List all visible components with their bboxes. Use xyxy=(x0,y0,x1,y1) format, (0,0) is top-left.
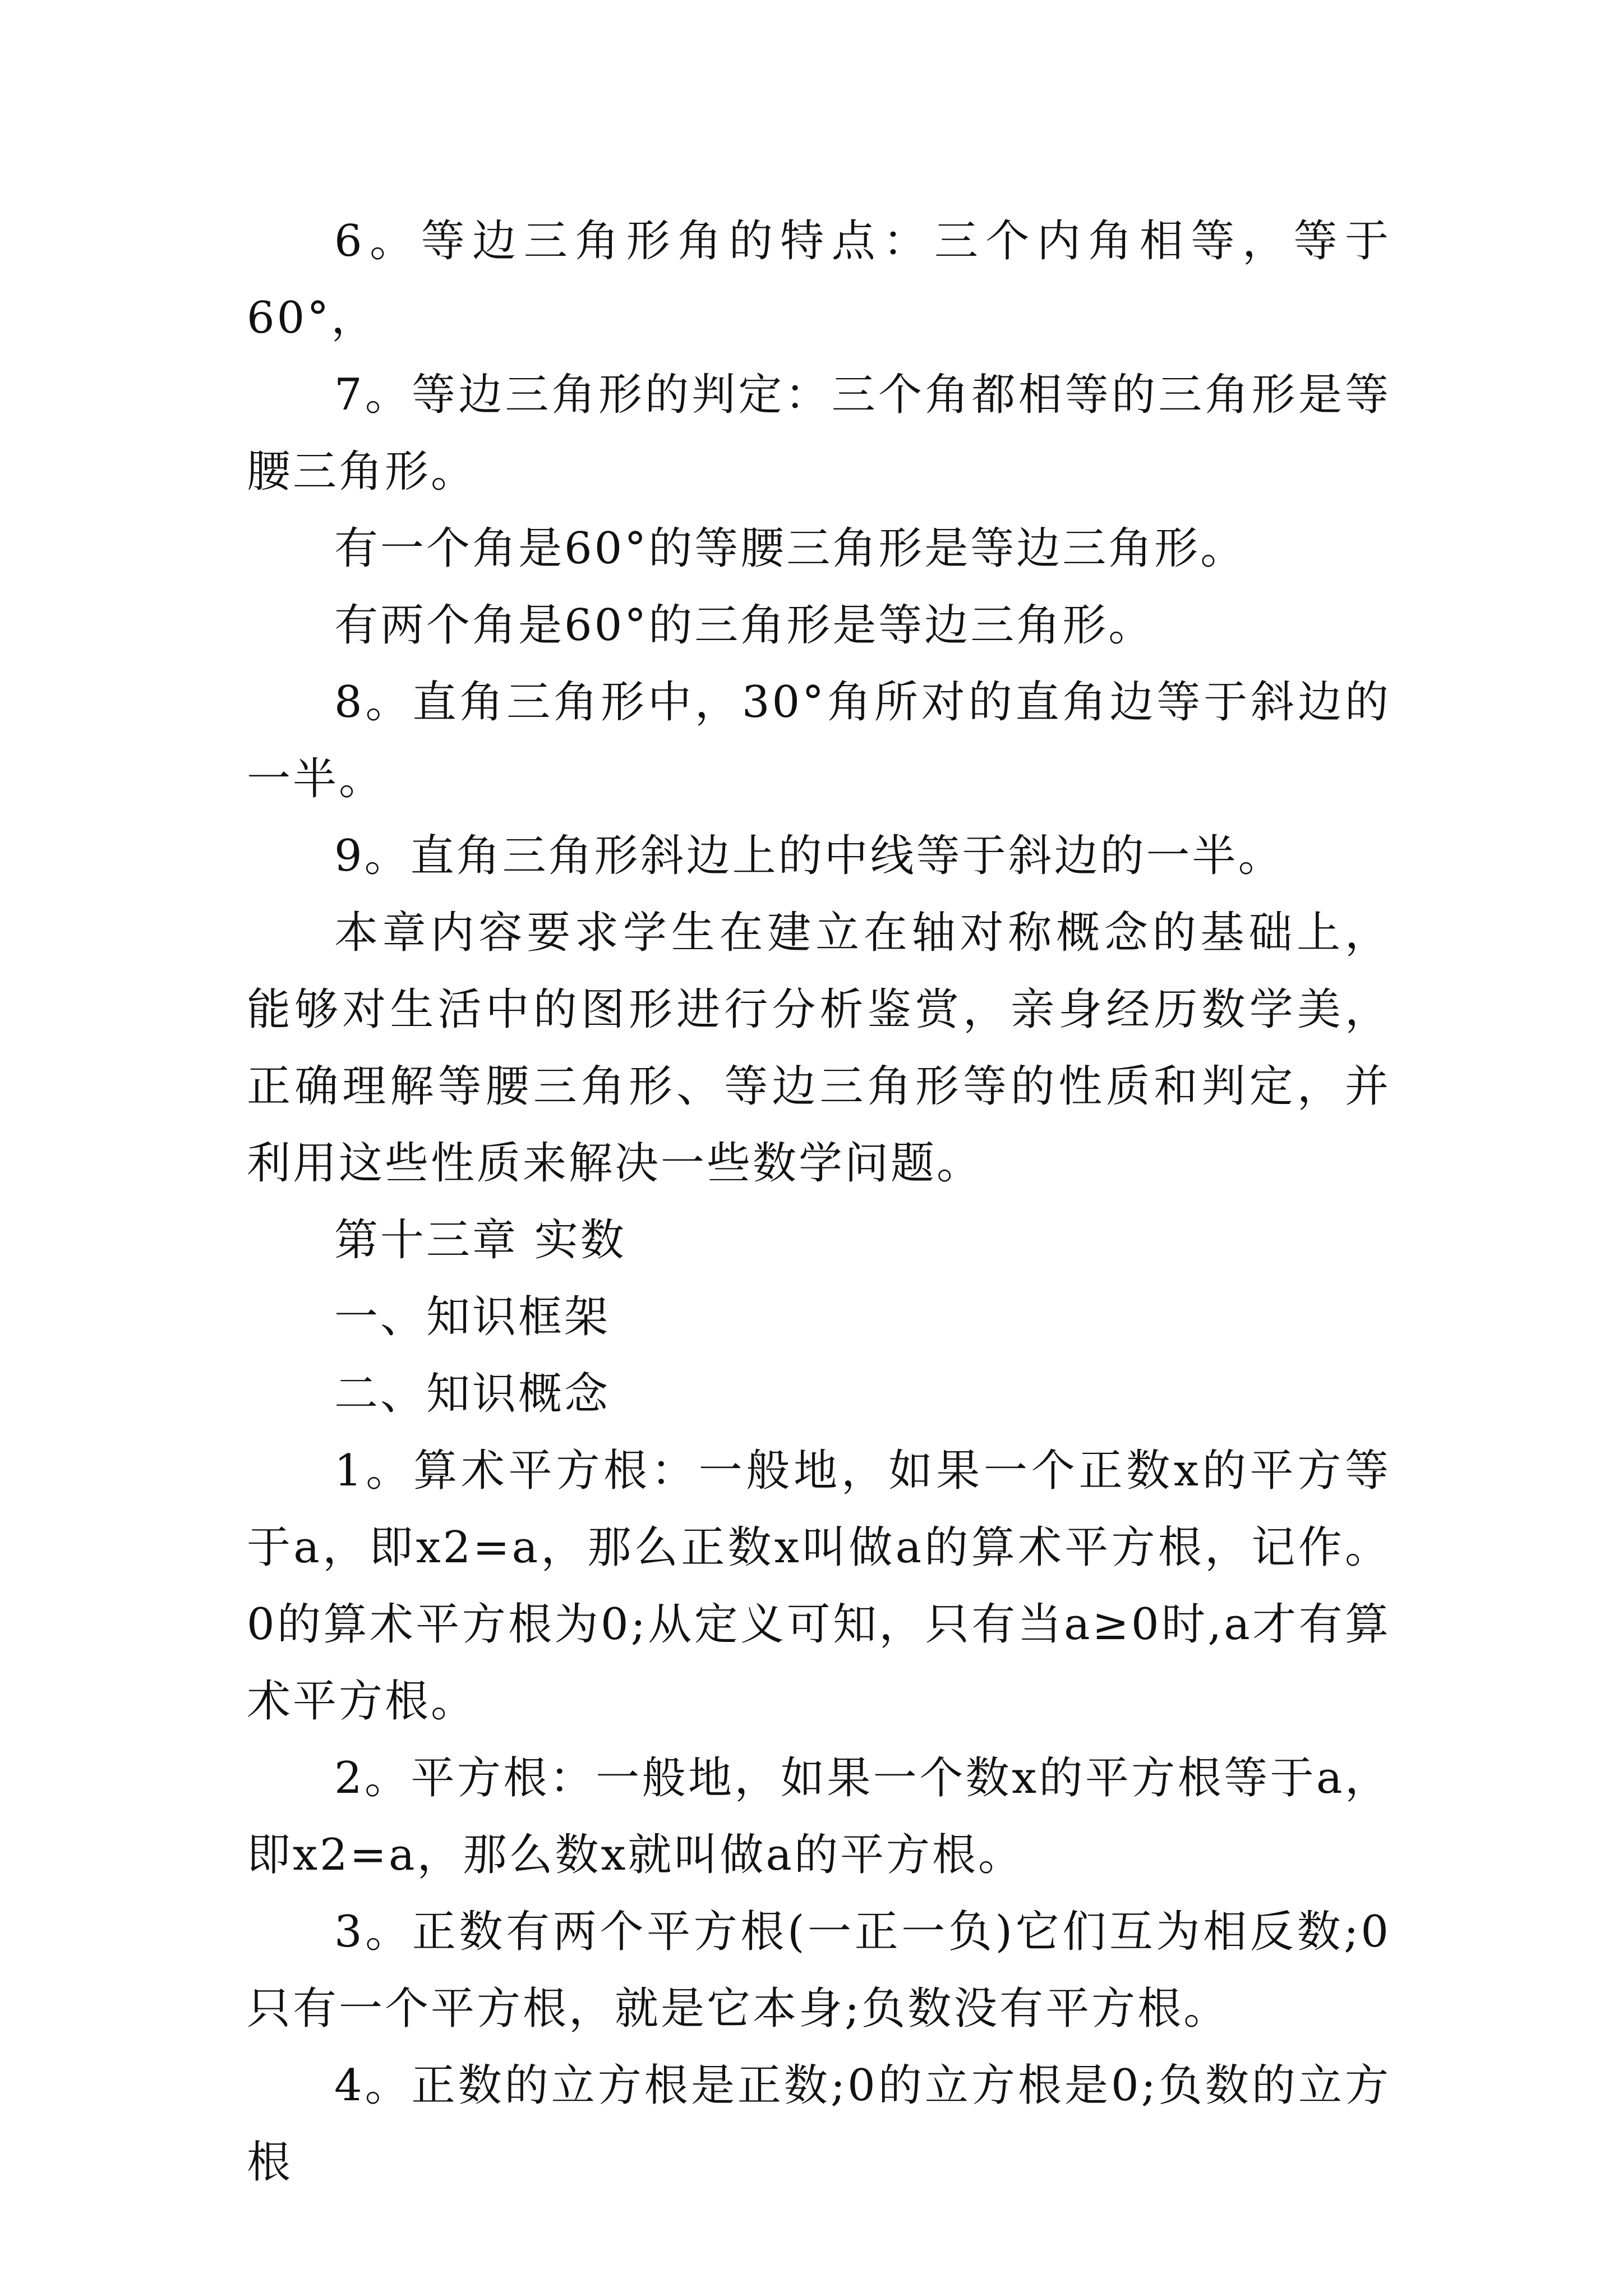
paragraph-arithmetic-square-root: 1。算术平方根：一般地，如果一个正数x的平方等于a，即x2=a，那么正数x叫做a的算术平方根，记作。0的算术平方根为0;从定义可知，只有当a≥0时,a才有算术平方根。 xyxy=(247,1446,1391,1727)
paragraph-square-root-properties: 3。正数有两个平方根(一正一负)它们互为相反数;0只有一个平方根，就是它本身;负数没有平方根。 xyxy=(247,1907,1391,2034)
paragraph-median-hypotenuse-rule: 9。直角三角形斜边上的中线等于斜边的一半。 xyxy=(334,831,1284,881)
paragraph-cube-root: 4。正数的立方根是正数;0的立方根是0;负数的立方根 xyxy=(247,2060,1391,2188)
document-body xyxy=(247,203,1391,2201)
section-heading-framework: 一、知识框架 xyxy=(334,1292,611,1342)
paragraph-two-60-angles-rule: 有两个角是60°的三角形是等边三角形。 xyxy=(334,600,1155,651)
paragraph-isosceles-60-rule: 有一个角是60°的等腰三角形是等边三角形。 xyxy=(334,523,1247,574)
paragraph-30-degree-rule: 8。直角三角形中，30°角所对的直角边等于斜边的一半。 xyxy=(247,677,1391,804)
paragraph-equilateral-angle-property: 6。等边三角形角的特点：三个内角相等，等于60°， xyxy=(247,216,1391,343)
paragraph-chapter-summary: 本章内容要求学生在建立在轴对称概念的基础上，能够对生活中的图形进行分析鉴赏，亲身经历数学美，正确理解等腰三角形、等边三角形等的性质和判定，并利用这些性质来解决一些数学问题。 xyxy=(247,908,1391,1189)
section-heading-concepts: 二、知识概念 xyxy=(334,1369,611,1419)
paragraph-equilateral-determination: 7。等边三角形的判定：三个角都相等的三角形是等腰三角形。 xyxy=(247,370,1391,497)
chapter-heading: 第十三章 实数 xyxy=(334,1215,626,1266)
paragraph-square-root: 2。平方根：一般地，如果一个数x的平方根等于a，即x2=a，那么数x就叫做a的平方根。 xyxy=(247,1753,1391,1880)
